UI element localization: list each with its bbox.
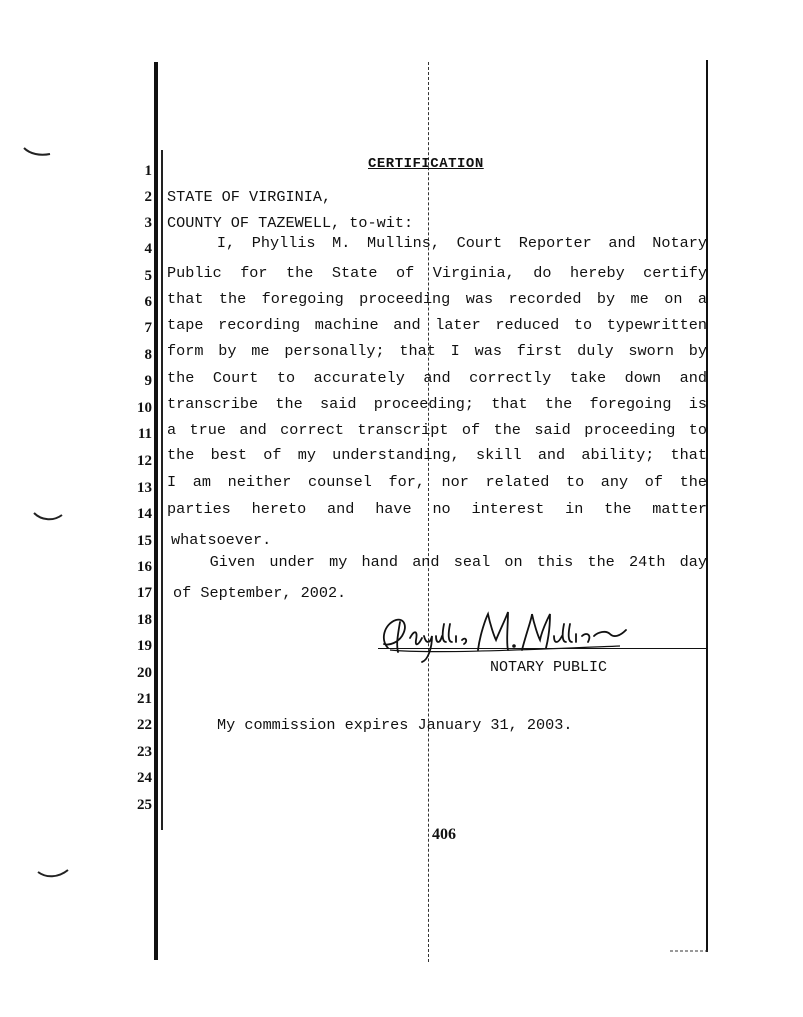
line-number: 7: [144, 320, 152, 336]
line-number: 15: [137, 533, 152, 549]
body-line: the best of my understanding, skill and ability; that: [167, 446, 707, 464]
body-line: STATE OF VIRGINIA,: [167, 188, 332, 206]
line-number: 19: [137, 638, 152, 654]
line-number: 16: [137, 559, 152, 575]
line-number: 11: [137, 426, 152, 442]
line-number: 9: [144, 373, 152, 389]
line-number: 22: [137, 717, 152, 733]
body-line: Public for the State of Virginia, do hereby certify: [167, 264, 707, 282]
page-number: 406: [432, 826, 456, 843]
body-line: transcribe the said proceeding; that the foregoing is: [167, 395, 707, 413]
body-line: form by me personally; that I was first duly sworn by: [167, 342, 707, 360]
line-number: 5: [144, 268, 152, 284]
scan-mark: [20, 140, 60, 164]
line-number: 3: [144, 215, 152, 231]
line-number: 24: [137, 770, 152, 786]
line-number: 21: [137, 691, 152, 707]
line-number: 18: [137, 612, 152, 628]
left-margin-inner-rule: [161, 150, 163, 830]
body-line: parties hereto and have no interest in the matter: [167, 500, 707, 518]
notary-public-label: NOTARY PUBLIC: [490, 659, 608, 676]
certification-title: CERTIFICATION: [368, 156, 484, 172]
body-line: that the foregoing proceeding was recorded by me on a: [167, 290, 707, 308]
body-line: I, Phyllis M. Mullins, Court Reporter and Notary: [167, 234, 707, 252]
line-number: 25: [137, 797, 152, 813]
line-number: 2: [144, 189, 152, 205]
scan-mark: [668, 946, 712, 956]
body-line: COUNTY OF TAZEWELL, to-wit:: [167, 214, 414, 232]
line-number: 1: [144, 163, 152, 179]
scan-mark: [34, 862, 74, 886]
scan-mark: [30, 505, 70, 529]
body-line: whatsoever.: [171, 531, 272, 549]
commission-expiry: My commission expires January 31, 2003.: [217, 716, 573, 734]
line-number: 12: [137, 453, 152, 469]
body-line: I am neither counsel for, nor related to any of the: [167, 473, 707, 491]
body-line: tape recording machine and later reduced to typewritten: [167, 316, 707, 334]
body-line: Given under my hand and seal on this the 24th day: [167, 553, 707, 571]
line-number: 10: [137, 400, 152, 416]
line-number: 8: [144, 347, 152, 363]
body-line: the Court to accurately and correctly take down and: [167, 369, 707, 387]
left-margin-rule: [154, 62, 158, 960]
line-number: 17: [137, 585, 152, 601]
line-number: 13: [137, 480, 152, 496]
signature-line: [378, 648, 706, 649]
line-number: 6: [144, 294, 152, 310]
line-number: 4: [144, 241, 152, 257]
body-line: of September, 2002.: [173, 584, 347, 602]
line-number: 23: [137, 744, 152, 760]
line-number: 20: [137, 665, 152, 681]
body-line: a true and correct transcript of the said proceeding to: [167, 421, 707, 439]
line-number: 14: [137, 506, 152, 522]
